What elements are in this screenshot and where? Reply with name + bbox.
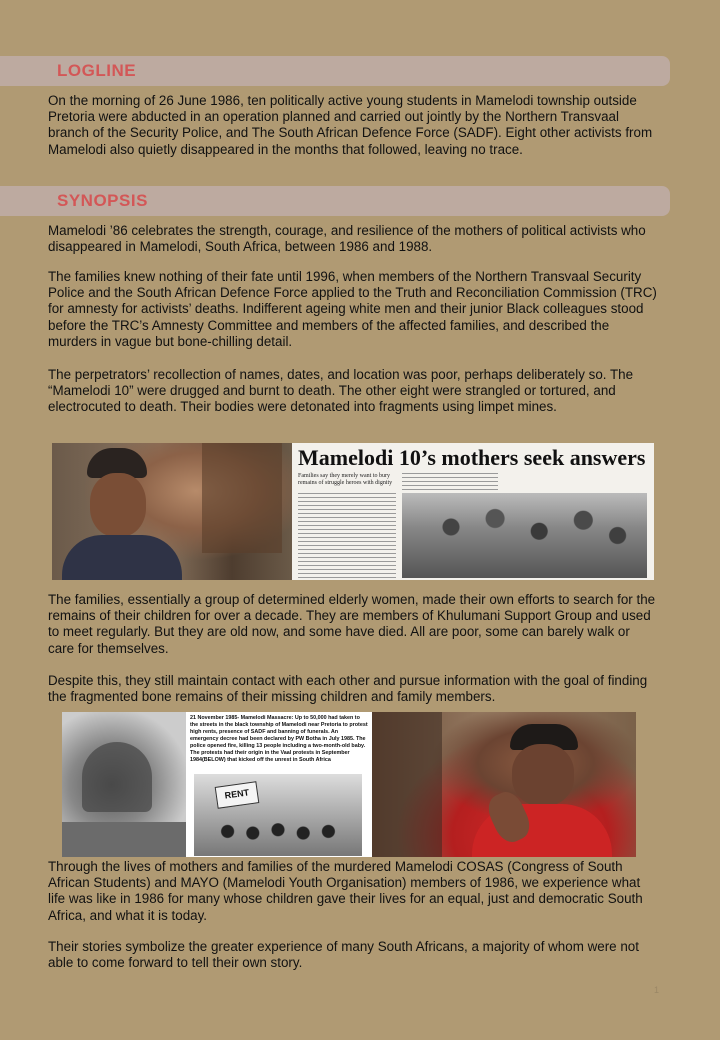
mother-portrait-photo [52,443,292,580]
synopsis-paragraph-2: The families knew nothing of their fate until 1996, when members of the Northern Transvaal Security Police and the South African Defence Force applied to the Truth and Reconciliation Commission (TRC) for amnesty for activists’ deaths. Indifferent ageing white men and their junior Black colleagues stood before the TRC’s Amnesty Committee and members of the affected families, and described the murders in vague but bone-chilling detail. [48,269,657,349]
massacre-caption-box [186,712,372,857]
clipping-headline: Mamelodi 10’s mothers seek answers [298,445,646,470]
logline-text: On the morning of 26 June 1986, ten politically active young students in Mamelodi township outside Pretoria were abducted in an operation planned and carried out jointly by the Northern Transvaal branch of the Security Police, and The South African Defence Force (SADF). Eight other activists from Mamelodi also quietly disappeared in the months that followed, leaving no trace. [48,93,653,157]
archival-photo-collage [62,712,186,857]
newspaper-clipping [292,443,654,580]
clipping-text-columns-2 [402,473,498,493]
synopsis-paragraph-4: The families, essentially a group of determined elderly women, made their own efforts to search for the remains of their children for over a decade. They are members of Khulumani Support Group and used to meet regularly. But they are old now, and some have died. All are poor, some can barely walk or care for themselves. [48,592,656,656]
rent-placard: RENT [215,781,260,809]
protest-march-photo [194,774,362,856]
synopsis-heading: SYNOPSIS [57,191,148,210]
synopsis-paragraph-1: Mamelodi ’86 celebrates the strength, courage, and resilience of the mothers of political activists who disappeared in Mamelodi, South Africa, between 1986 and 1988. [48,223,646,255]
synopsis-paragraph-3: The perpetrators’ recollection of names, dates, and location was poor, perhaps deliberately so. The “Mamelodi 10” were drugged and burnt to death. The other eight were strangled or tortured, and electrocuted to death. Their bodies were detonated into fragments using limpet mines. [48,367,634,415]
synopsis-header-band [0,186,670,216]
synopsis-paragraph-7: Their stories symbolize the greater experience of many South Africans, a majority of whom were not able to come forward to tell their own story. [48,939,639,971]
logline-header-band [0,56,670,86]
clipping-group-photo [402,493,647,578]
synopsis-paragraph-5: Despite this, they still maintain contact with each other and pursue information with the goal of finding the fragmented bone remains of their missing children and family members. [48,673,648,705]
massacre-caption: 21 November 1985- Mamelodi Massacre: Up to 50,000 had taken to the streets in the black township of Mamelodi near Pretoria to protest high rents, presence of SADF and banning of funerals. An emergency decree had been declared by PW Botha in July 1985. The police opened fire, killing 13 people including a two-month-old baby. The protests had their origin in the Vaal protests in September 1984(BELOW) that kicked off the unrest in South Africa [190,715,368,763]
mother-speaking-photo [372,712,636,857]
synopsis-paragraph-6: Through the lives of mothers and families of the murdered Mamelodi COSAS (Congress of South African Students) and MAYO (Mamelodi Youth Organisation) members of 1986, we experience what life was like in 1986 for many whose children gave their lives for an equal, just and democratic South Africa, and what it is today. [48,859,643,923]
logline-heading: LOGLINE [57,61,137,80]
page-number: 1 [654,985,660,995]
clipping-text-columns [298,493,396,578]
clipping-subhead: Families say they merely want to bury remains of struggle heroes with dignity [298,473,393,486]
